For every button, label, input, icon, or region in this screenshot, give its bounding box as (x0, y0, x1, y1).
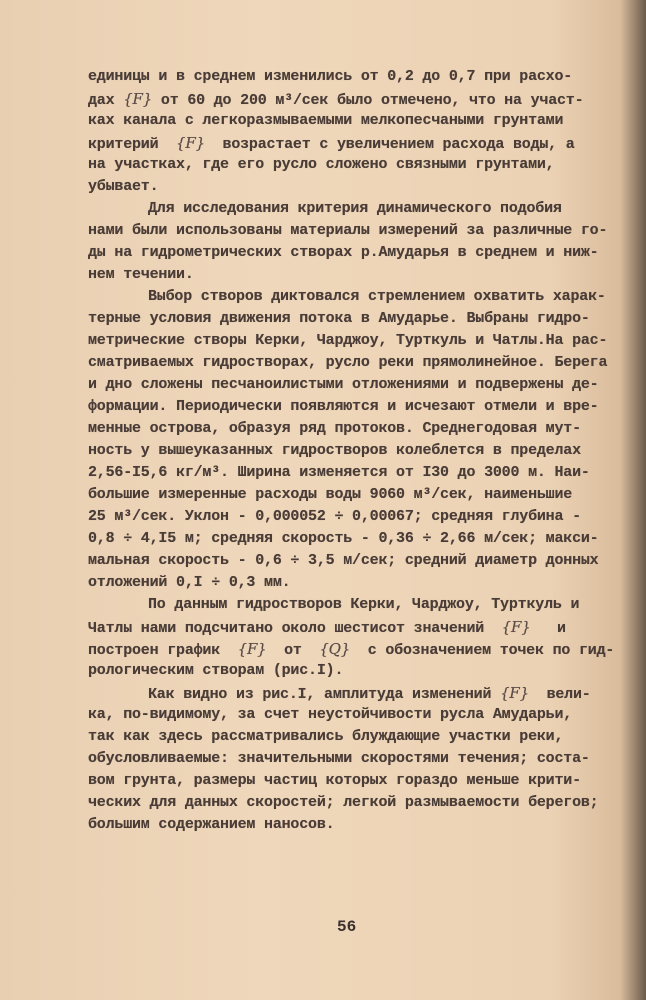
text-line: критерий {F} возрастает с увеличением расхода воды, а (88, 134, 575, 153)
text-line: ды на гидрометрических створах р.Амударья в среднем и ниж- (88, 244, 599, 261)
text-line: Как видно из рис.I, амплитуда изменений {F} вели- (148, 684, 591, 703)
text-line: большие измеренные расходы воды 9060 м³/сек, наименьшие (88, 486, 573, 503)
text-line: так как здесь рассматривались блуждающие участки реки, (88, 728, 564, 745)
discharge-symbol: {Q} (319, 640, 351, 658)
text-line: нами были использованы материалы измерений за различные го- (88, 222, 608, 239)
text-line: убывает. (88, 178, 159, 195)
text-line: Выбор створов диктовался стремлением охватить харак- (148, 288, 606, 305)
text-line: менные острова, образуя ряд протоков. Среднегодовая мут- (88, 420, 581, 437)
froude-symbol: {F} (123, 90, 153, 108)
text-line: ка, по-видимому, за счет неустойчивости русла Амударьи, (88, 706, 573, 723)
froude-symbol: {F} (237, 640, 267, 658)
text-line: 2,56-I5,6 кг/м³. Ширина изменяется от I30 до 3000 м. Наи- (88, 464, 590, 481)
text-line: обусловливаемые: значительными скоростями течения; соста- (88, 750, 590, 767)
text-line: нем течении. (88, 266, 194, 283)
froude-symbol: {F} (176, 134, 205, 152)
text-line: ческих для данных скоростей; легкой размываемости берегов; (88, 794, 599, 811)
text-line: Для исследования критерия динамического подобия (148, 200, 562, 217)
text-line: По данным гидростворов Керки, Чарджоу, Турткуль и (148, 596, 580, 613)
text-line: отложений 0,I ÷ 0,3 мм. (88, 574, 291, 591)
text-line: и дно сложены песчаноилистыми отложениями и подвержены де- (88, 376, 599, 393)
text-line: единицы и в среднем изменились от 0,2 до 0,7 при расхо- (88, 68, 573, 85)
text-line: вом грунта, размеры частиц которых гораздо меньше крити- (88, 772, 581, 789)
text-line: большим содержанием наносов. (88, 816, 335, 833)
text-line: построен график {F} от {Q} с обозначением точек по гид- (88, 640, 615, 659)
text-line: рологическим створам (рис.I). (88, 662, 344, 679)
text-line: 25 м³/сек. Уклон - 0,000052 ÷ 0,00067; средняя глубина - (88, 508, 581, 525)
text-line: дах {F} от 60 до 200 м³/сек было отмечено, что на участ- (88, 90, 584, 109)
text-line: формации. Периодически появляются и исчезают отмели и вре- (88, 398, 599, 415)
text-line: метрические створы Керки, Чарджоу, Турткуль и Чатлы.На рас- (88, 332, 608, 349)
page-number: 56 (337, 918, 357, 936)
text-line: сматриваемых гидростворах, русло реки прямолинейное. Берега (88, 354, 608, 371)
text-line: на участках, где его русло сложено связными грунтами, (88, 156, 555, 173)
text-line: мальная скорость - 0,6 ÷ 3,5 м/сек; средний диаметр донных (88, 552, 599, 569)
text-line: терные условия движения потока в Амударье. Выбраны гидро- (88, 310, 590, 327)
froude-symbol: {F} (500, 684, 529, 702)
text-line: ках канала с легкоразмываемыми мелкопесчаными грунтами (88, 112, 564, 129)
text-line: Чатлы нами подсчитано около шестисот значений {F} и (88, 618, 566, 637)
froude-symbol: {F} (501, 618, 531, 636)
body-text (88, 66, 628, 836)
text-line: 0,8 ÷ 4,I5 м; средняя скорость - 0,36 ÷ 2,66 м/сек; макси- (88, 530, 599, 547)
text-line: ность у вышеуказанных гидростворов колеблется в пределах (88, 442, 581, 459)
